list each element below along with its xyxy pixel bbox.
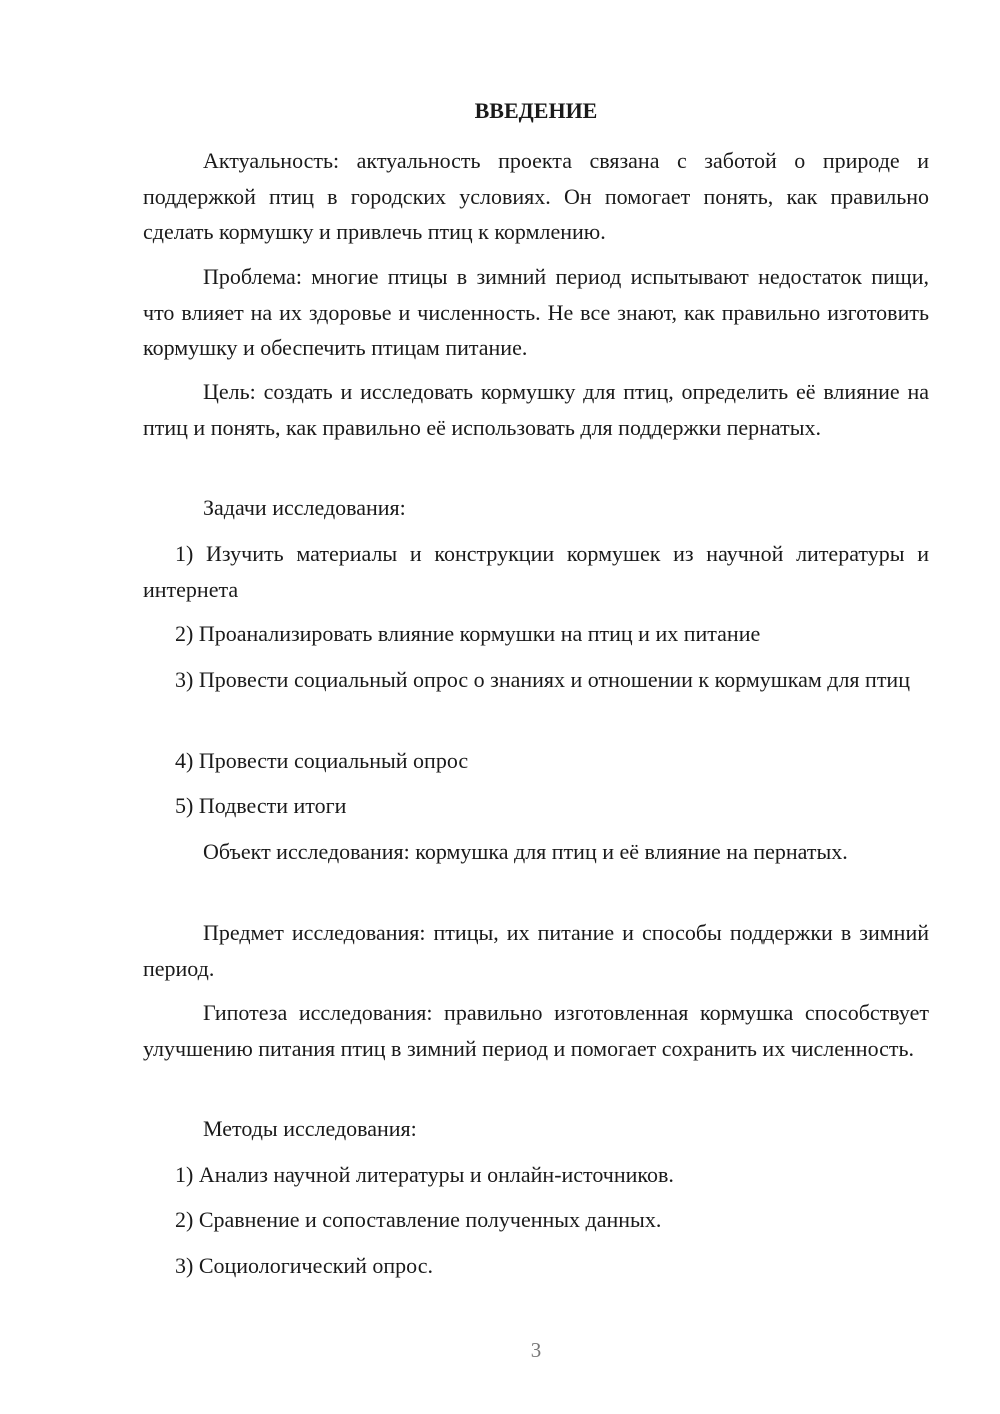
list-item-method-2: 2) Сравнение и сопоставление полученных данных. <box>175 1207 662 1232</box>
list-item-method-1: 1) Анализ научной литературы и онлайн-источников. <box>175 1162 674 1187</box>
paragraph-tasks-title: Задачи исследования: <box>203 495 406 520</box>
page-number: 3 <box>530 1338 542 1362</box>
paragraph-hypothesis: Гипотеза исследования: правильно изготовленная кормушка способствует улучшению питания птиц в зимний период и помогает сохранить их численность. <box>143 1000 929 1061</box>
list-item-task-5: 5) Подвести итоги <box>175 793 347 818</box>
paragraph-goal: Цель: создать и исследовать кормушку для птиц, определить её влияние на птиц и понять, как правильно её использовать для поддержки пернатых. <box>143 379 929 440</box>
list-item-method-3: 3) Социологический опрос. <box>175 1253 433 1278</box>
paragraph-problem: Проблема: многие птицы в зимний период испытывают недостаток пищи, что влияет на их здоровье и численность. Не все знают, как правильно изготовить кормушку и обеспечить птицам питание. <box>143 264 929 360</box>
list-item-task-1: 1) Изучить материалы и конструкции кормушек из научной литературы и интернета <box>143 541 929 602</box>
list-item-task-3: 3) Провести социальный опрос о знаниях и отношении к кормушкам для птиц <box>175 667 910 692</box>
list-item-task-2: 2) Проанализировать влияние кормушки на птиц и их питание <box>175 621 761 646</box>
paragraph-relevance: Актуальность: актуальность проекта связана с заботой о природе и поддержкой птиц в городских условиях. Он помогает понять, как правильно сделать кормушку и привлечь птиц к кормлению. <box>143 148 929 244</box>
paragraph-object: Объект исследования: кормушка для птиц и её влияние на пернатых. <box>203 839 848 864</box>
list-item-task-4: 4) Провести социальный опрос <box>175 748 469 773</box>
paragraph-subject: Предмет исследования: птицы, их питание и способы поддержки в зимний период. <box>143 920 929 981</box>
section-heading: ВВЕДЕНИЕ <box>474 98 598 123</box>
paragraph-methods-title: Методы исследования: <box>203 1116 417 1141</box>
